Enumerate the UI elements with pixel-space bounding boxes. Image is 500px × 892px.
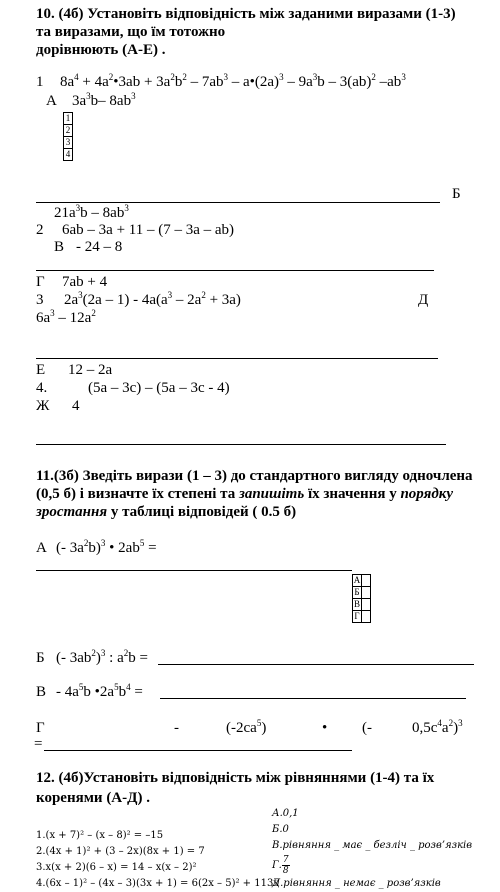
- q10-item4-number: 4.: [36, 380, 48, 396]
- answer-line: [44, 750, 352, 751]
- q11-v-expression: - $4a^5b$ $•2a^5b^4$ =: [56, 682, 143, 700]
- q11-title-line1: 11.(3б) Зведіть вирази (1 – 3) до стандартного вигляду одночлена: [36, 468, 473, 484]
- answer-line: [36, 570, 352, 571]
- q10-option-v-label: В: [54, 239, 65, 255]
- q10-title-line3: дорівнюють (А-Е) .: [36, 42, 166, 58]
- q11-v-label: В: [36, 684, 47, 700]
- answer-grid-row: [353, 575, 371, 587]
- q11-g-dash: -: [174, 720, 179, 736]
- answer-grid-cell[interactable]: [362, 599, 371, 611]
- q12-answer-a: А.0,1: [272, 808, 299, 819]
- q12-title-line1: 12. (4б)Установіть відповідність між рівняннями (1-4) та їх: [36, 770, 435, 786]
- q10-option-a-label: А: [46, 93, 57, 109]
- q12-equation-3: 3.x(x + 2)(6 – x) = 14 – x(x – 2)²: [36, 862, 197, 873]
- q12-equation-2: 2.(4x + 1)² + (3 – 2x)(8x + 1) = 7: [36, 846, 205, 857]
- answer-grid-cell[interactable]: [362, 575, 371, 587]
- q10-item1-expression: $8a^4$ + $4a^2•3ab + 3a^2b^2 - 7ab^3$ – $a•(2a)^3 - 9a^3b - 3(ab)^2$ $-ab^3$: [60, 72, 406, 90]
- q11-title-line2: (0,5 б) і визначте їх степені та запишіть їх значення у порядку: [36, 486, 454, 502]
- answer-grid-row: [64, 137, 73, 149]
- q11-g-part1: $(-2ca^5)$: [226, 718, 267, 736]
- q10-item1-number: 1: [36, 74, 44, 90]
- q10-answer-grid: [63, 112, 73, 161]
- answer-grid-row-label: В: [353, 599, 360, 609]
- answer-grid-row: [64, 125, 73, 137]
- q11-a-label: А: [36, 540, 47, 556]
- q10-option-g-expression: 7ab + 4: [62, 274, 108, 290]
- answer-grid-row-label: 4: [64, 149, 73, 161]
- q10-item3-expression: $2a^3(2a - 1) - 4a(a^3 - 2a^2 + 3a)$: [64, 290, 241, 308]
- answer-grid-row: [353, 599, 371, 611]
- q10-option-d-expression: $6a^3 - 12a^2$: [36, 308, 96, 326]
- q10-item2-number: 2: [36, 222, 44, 238]
- q12-title-line2: коренями (А-Д) .: [36, 790, 150, 806]
- q10-item3-number: 3: [36, 292, 44, 308]
- q10-option-g-label: Г: [36, 274, 45, 290]
- q10-option-v-expression: - 24 – 8: [76, 239, 123, 255]
- q11-g-dot: •: [322, 720, 328, 736]
- q11-title-line3: зростання у таблиці відповідей ( 0.5 б): [36, 504, 297, 520]
- q11-g-equals: =: [34, 736, 43, 752]
- q10-option-e-label: Е: [36, 362, 46, 378]
- q10-title-line2: та виразами, що їм тотожно: [36, 24, 226, 40]
- q11-b-expression: (- $3ab^2)^3$ : $a^2b$ =: [56, 648, 148, 666]
- q10-item4-expression: (5a – 3c) – (5a – 3c - 4): [88, 380, 230, 396]
- q10-option-b-expression: $21a^3b - 8ab^3$: [54, 203, 129, 221]
- answer-grid-row-label: 1: [64, 113, 73, 125]
- answer-grid-row-label: 3: [64, 137, 73, 149]
- answer-grid-row: [353, 587, 371, 599]
- q10-option-zh-expression: 4: [72, 398, 80, 414]
- answer-grid-row: [353, 611, 371, 623]
- q10-option-d-label: Д: [418, 292, 429, 308]
- q10-item2-expression: 6ab – 3a + 11 – (7 – 3a – ab): [62, 222, 235, 238]
- answer-line: [36, 202, 440, 203]
- q11-b-label: Б: [36, 650, 45, 666]
- q10-option-b-label: Б: [452, 186, 461, 202]
- answer-grid-cell[interactable]: [362, 611, 371, 623]
- q11-g-open: (-: [362, 720, 372, 736]
- q10-option-a-expression: $3a^3b-$ $8ab^3$: [72, 91, 136, 109]
- answer-line: [160, 698, 466, 699]
- q12-answer-d: Д.рівняння _ немає _ розв’язків: [272, 878, 441, 889]
- answer-line: [36, 358, 438, 359]
- answer-grid-row: [64, 149, 73, 161]
- answer-grid-row-label: 2: [64, 125, 73, 137]
- q11-answer-grid: [352, 574, 371, 623]
- answer-grid-row-label: А: [353, 575, 361, 585]
- answer-grid-row-label: Г: [354, 611, 360, 621]
- answer-line: [36, 270, 434, 271]
- q12-answer-v: В.рівняння _ має _ безліч _ розв’язків: [272, 840, 473, 851]
- answer-grid-row: [64, 113, 73, 125]
- q11-g-label: Г: [36, 720, 45, 736]
- answer-line: [36, 444, 446, 445]
- answer-line: [158, 664, 474, 665]
- q10-option-zh-label: Ж: [36, 398, 50, 414]
- q10-title-line1: 10. (4б) Установіть відповідність між заданими виразами (1-3): [36, 6, 456, 22]
- q12-answer-b: Б.0: [272, 824, 289, 835]
- q12-equation-4: 4.(6x – 1)² – (4x – 3)(3x + 1) = 6(2x – 5)² + 113x: [36, 878, 279, 889]
- q10-option-e-expression: 12 – 2a: [68, 362, 113, 378]
- q11-a-expression: (- $3a^2b)^3$ • $2ab^5$ =: [56, 538, 157, 556]
- q12-equation-1: 1.(x + 7)² – (x – 8)² = –15: [36, 830, 164, 841]
- answer-grid-cell[interactable]: [362, 587, 371, 599]
- fraction: $\frac{7}{8}$: [282, 855, 289, 876]
- q12-answer-g: Г. $\frac{7}{8}$: [272, 855, 289, 876]
- q11-g-part2: $0,5c^4a^2)^3$: [412, 718, 463, 736]
- answer-grid-row-label: Б: [354, 587, 360, 597]
